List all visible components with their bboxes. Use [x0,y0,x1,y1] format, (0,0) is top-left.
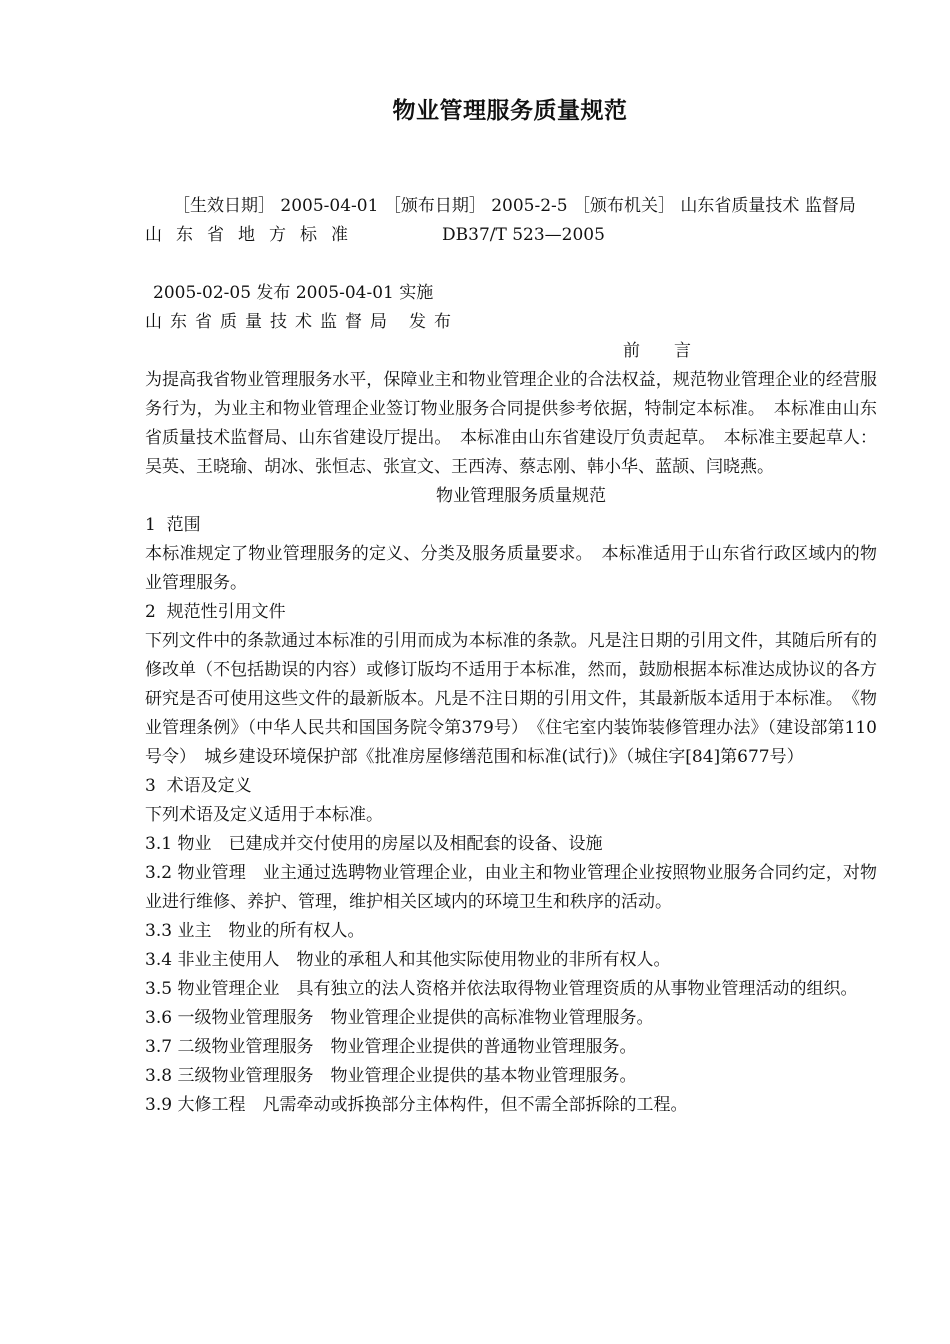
definition-item: 3.9 大修工程 凡需牵动或拆换部分主体构件，但不需全部拆除的工程。 [145,1095,688,1115]
section-2-heading: 2 规范性引用文件 [145,602,286,622]
definition-item: 3.1 物业 已建成并交付使用的房屋以及相配套的设备、设施 [145,834,603,854]
section-1-text: 本标准规定了物业管理服务的定义、分类及服务质量要求。 本标准适用于山东省行政区域内的物业管理服务。 [145,544,877,593]
standard-line [145,221,877,250]
section-1-heading: 1 范围 [145,515,201,535]
blank-line [145,250,877,279]
issuer-suffix: 发布 [409,312,459,332]
foreword-heading: 前 言 [623,341,691,361]
section-3-intro: 下列术语及定义适用于本标准。 [145,805,383,825]
standard-org: 山东省地方标准 [145,225,362,245]
section-2-text: 下列文件中的条款通过本标准的引用而成为本标准的条款。凡是注日期的引用文件，其随后所有的修改单（不包括勘误的内容）或修订版均不适用于本标准，然而，鼓励根据本标准达成协议的各方研究是否可使用这些文件的最新版本。凡是不注日期的引用文件，其最新版本适用于本标准。 《物业管理条例》（中华人民共和国国务院令第379号） 《住宅室内装饰装修管理办法》（建设部第110号令） 城乡建设环境保护部《批准房屋修缮范围和标准(试行)》（城住字[84]第677号） [145,631,877,767]
standard-code: DB37/T 523—2005 [442,225,605,245]
definition-item: 3.8 三级物业管理服务 物业管理企业提供的基本物业管理服务。 [145,1066,637,1086]
foreword-text: 为提高我省物业管理服务水平，保障业主和物业管理企业的合法权益，规范物业管理企业的经营服务行为，为业主和物业管理企业签订物业服务合同提供参考依据，特制定本标准。 本标准由山东省质量技术监督局、山东省建设厅提出。 本标准由山东省建设厅负责起草。 本标准主要起草人：吴英、王晓瑜、胡冰、张恒志、张宣文、王西涛、蔡志刚、韩小华、蓝颉、闫晓燕。 [145,370,877,477]
definition-item: 3.6 一级物业管理服务 物业管理企业提供的高标准物业管理服务。 [145,1008,654,1028]
meta-line-continued: 监督局 [804,196,856,216]
document-body [145,192,877,1120]
dates-line: 2005-02-05 发布 2005-04-01 实施 [153,283,434,303]
subtitle: 物业管理服务质量规范 [436,486,606,506]
definition-item: 3.7 二级物业管理服务 物业管理企业提供的普通物业管理服务。 [145,1037,637,1057]
meta-line [145,192,877,221]
definition-item: 3.4 非业主使用人 物业的承租人和其他实际使用物业的非所有权人。 [145,950,671,970]
definition-item: 3.3 业主 物业的所有权人。 [145,921,365,941]
definition-item: 3.2 物业管理 业主通过选聘物业管理企业，由业主和物业管理企业按照物业服务合同约定，对物业进行维修、养护、管理，维护相关区域内的环境卫生和秩序的活动。 [145,863,877,912]
section-3-heading: 3 术语及定义 [145,776,252,796]
issuer-line [145,308,877,337]
document-title: 物业管理服务质量规范 [392,97,628,124]
definition-item: 3.5 物业管理企业 具有独立的法人资格并依法取得物业管理资质的从事物业管理活动的组织。 [145,979,858,999]
issuer-name: 山东省质量技术监督局 [145,312,395,332]
meta-line-text: ［生效日期］ 2005-04-01 ［颁布日期］ 2005-2-5 ［颁布机关］ 山东省质量技术 [173,196,800,216]
